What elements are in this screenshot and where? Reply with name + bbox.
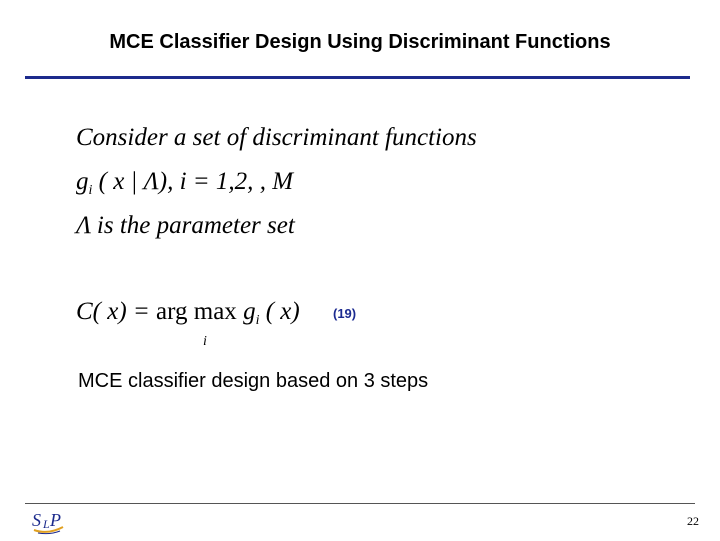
equation-g: g [243, 298, 256, 325]
equation-rhs: ( x) [259, 298, 300, 325]
equation-subscript: i [255, 313, 260, 328]
equation-lhs: C( x) = [76, 298, 157, 325]
slp-logo-icon [30, 506, 66, 541]
footer-divider [25, 503, 695, 504]
upper-limit: , M [253, 168, 294, 195]
equation-number: (19) [333, 306, 357, 321]
svg-text:P: P [50, 510, 61, 530]
argmax-index: i [203, 334, 207, 349]
consider-line: Consider a set of discriminant functions [76, 124, 477, 151]
slide-title: MCE Classifier Design Using Discriminant Functions [109, 31, 611, 53]
g-symbol: g [76, 168, 89, 195]
page-number: 22 [687, 514, 699, 528]
svg-text:L: L [43, 517, 50, 531]
svg-text:S: S [32, 510, 41, 530]
parameter-set-line: Λ is the parameter set [76, 212, 295, 239]
function-args: ( x | Λ), i = 1,2, [92, 168, 254, 195]
steps-text: MCE classifier design based on 3 steps [78, 370, 429, 392]
g-subscript: i [88, 183, 93, 198]
title-divider [25, 76, 690, 79]
classifier-equation [76, 298, 300, 329]
discriminant-function-line [76, 168, 293, 199]
logo-text [32, 510, 61, 531]
argmax-operator: arg max [156, 298, 244, 325]
